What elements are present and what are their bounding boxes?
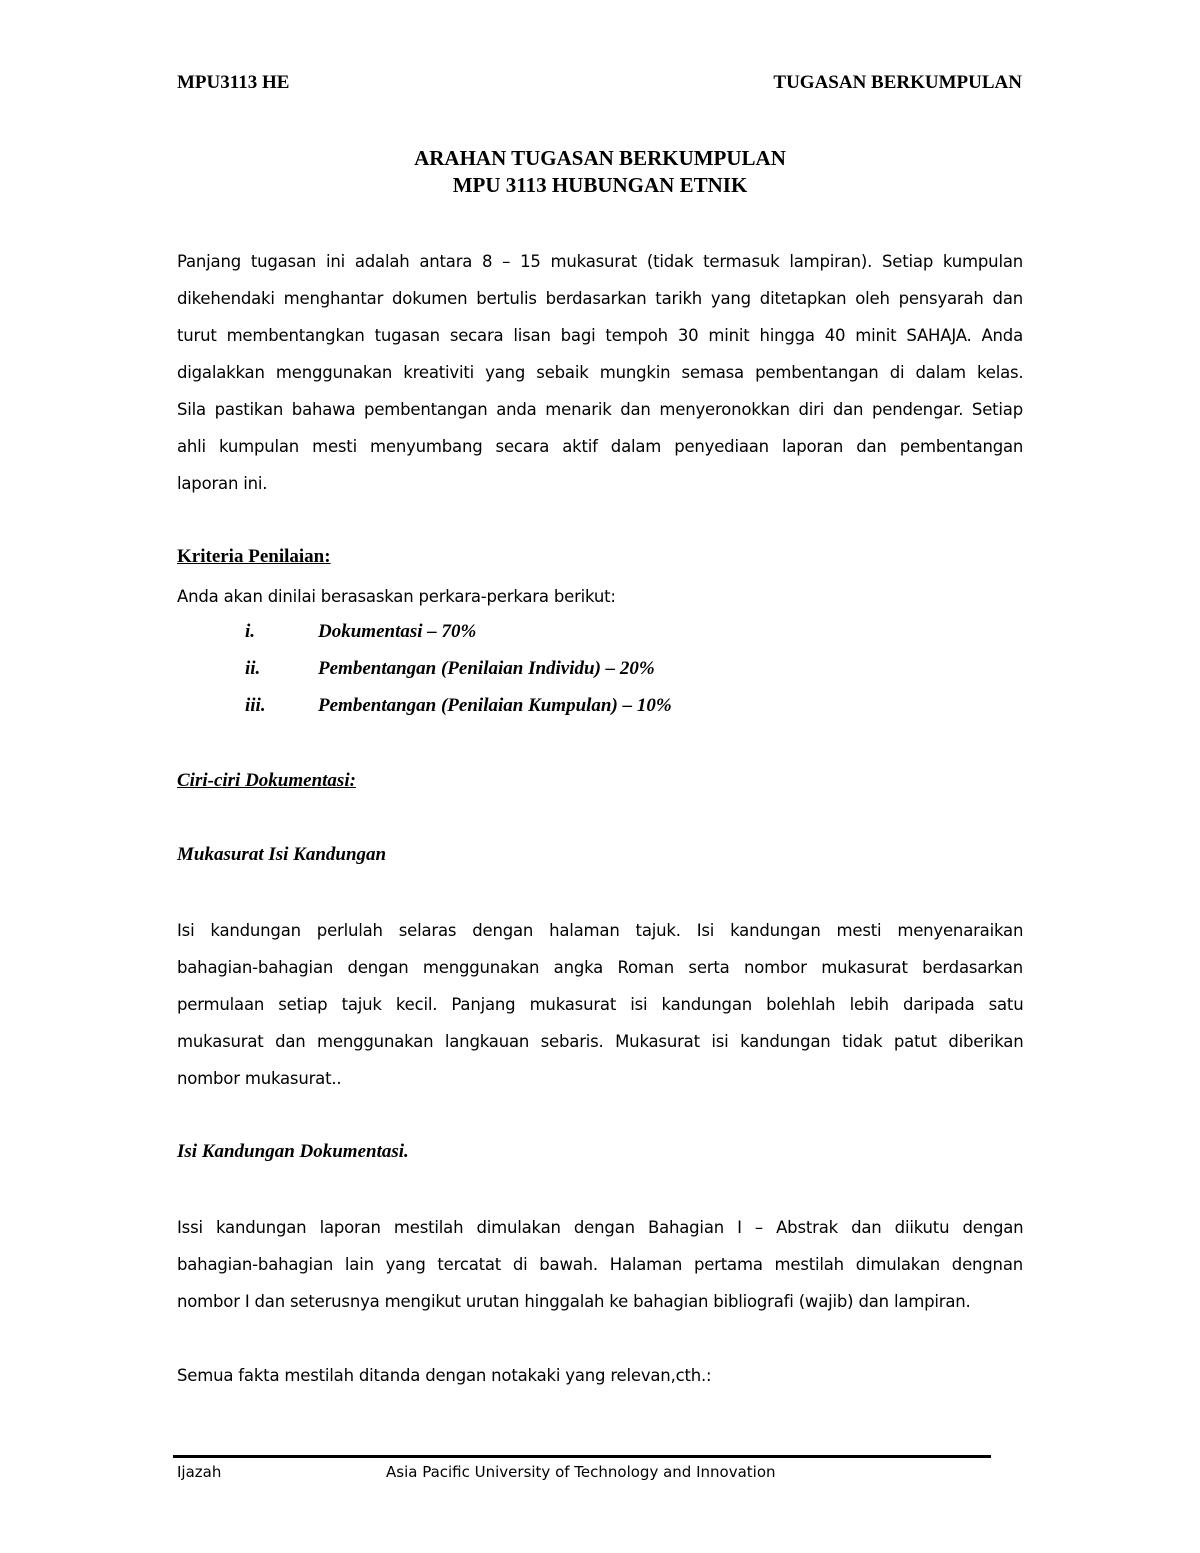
content-heading: Isi Kandungan Dokumentasi.: [177, 1141, 409, 1162]
footer-divider: [173, 1455, 991, 1458]
criteria-item-number: i.: [245, 621, 256, 642]
intro-line: Panjang tugasan ini adalah antara 8 – 15 mukasurat (tidak termasuk lampiran). Setiap kumpulan: [177, 252, 1023, 271]
facts-paragraph: [177, 1357, 1023, 1394]
toc-line: mukasurat dan menggunakan langkauan sebaris. Mukasurat isi kandungan tidak patut diberikan: [177, 1032, 1024, 1051]
facts-line: Semua fakta mestilah ditanda dengan notakaki yang relevan,cth.:: [177, 1366, 712, 1385]
toc-paragraph: [177, 912, 1023, 1097]
toc-line: Isi kandungan perlulah selaras dengan halaman tajuk. Isi kandungan mesti menyenaraikan: [177, 921, 1024, 940]
header-course-code: MPU3113 HE: [177, 72, 290, 93]
toc-line: nombor mukasurat..: [177, 1069, 342, 1088]
intro-line: Sila pastikan bahawa pembentangan anda menarik dan menyeronokkan diri dan pendengar. Setiap: [177, 400, 1023, 419]
content-paragraph: [177, 1209, 1023, 1320]
criteria-item-text: Pembentangan (Penilaian Individu) – 20%: [318, 658, 655, 679]
document-title: ARAHAN TUGASAN BERKUMPULAN: [414, 146, 786, 170]
content-line: nombor I dan seterusnya mengikut urutan hinggalah ke bahagian bibliografi (wajib) dan lampiran.: [177, 1292, 971, 1311]
intro-paragraph: [177, 243, 1023, 502]
toc-line: permulaan setiap tajuk kecil. Panjang mukasurat isi kandungan bolehlah lebih daripada satu: [177, 995, 1024, 1014]
footer-university: Asia Pacific University of Technology and Innovation: [386, 1463, 776, 1481]
content-line: Issi kandungan laporan mestilah dimulakan dengan Bahagian I – Abstrak dan diikutu dengan: [177, 1218, 1024, 1237]
footer-program: Ijazah: [177, 1463, 222, 1481]
toc-heading: Mukasurat Isi Kandungan: [177, 844, 387, 865]
criteria-lead: [177, 578, 1023, 615]
criteria-heading: Kriteria Penilaian:: [177, 546, 331, 567]
criteria-item-number: iii.: [245, 695, 266, 716]
criteria-item-number: ii.: [245, 658, 261, 679]
intro-line: laporan ini.: [177, 474, 268, 493]
criteria-lead-text: Anda akan dinilai berasaskan perkara-perkara berikut:: [177, 587, 616, 606]
intro-line: turut membentangkan tugasan secara lisan bagi tempoh 30 minit hingga 40 minit SAHAJA. Anda: [177, 326, 1023, 345]
document-subtitle: MPU 3113 HUBUNGAN ETNIK: [452, 173, 748, 197]
criteria-item-text: Pembentangan (Penilaian Kumpulan) – 10%: [318, 695, 672, 716]
toc-line: bahagian-bahagian dengan menggunakan angka Roman serta nombor mukasurat berdasarkan: [177, 958, 1023, 977]
intro-line: dikehendaki menghantar dokumen bertulis berdasarkan tarikh yang ditetapkan oleh pensyarah dan: [177, 289, 1023, 308]
criteria-item-text: Dokumentasi – 70%: [318, 621, 477, 642]
header-assignment-type: TUGASAN BERKUMPULAN: [773, 72, 1022, 93]
intro-line: digalakkan menggunakan kreativiti yang sebaik mungkin semasa pembentangan di dalam kelas.: [177, 363, 1024, 382]
documentation-heading: Ciri-ciri Dokumentasi:: [177, 770, 356, 791]
intro-line: ahli kumpulan mesti menyumbang secara aktif dalam penyediaan laporan dan pembentangan: [177, 437, 1024, 456]
content-line: bahagian-bahagian lain yang tercatat di bawah. Halaman pertama mestilah dimulakan dengnan: [177, 1255, 1023, 1274]
